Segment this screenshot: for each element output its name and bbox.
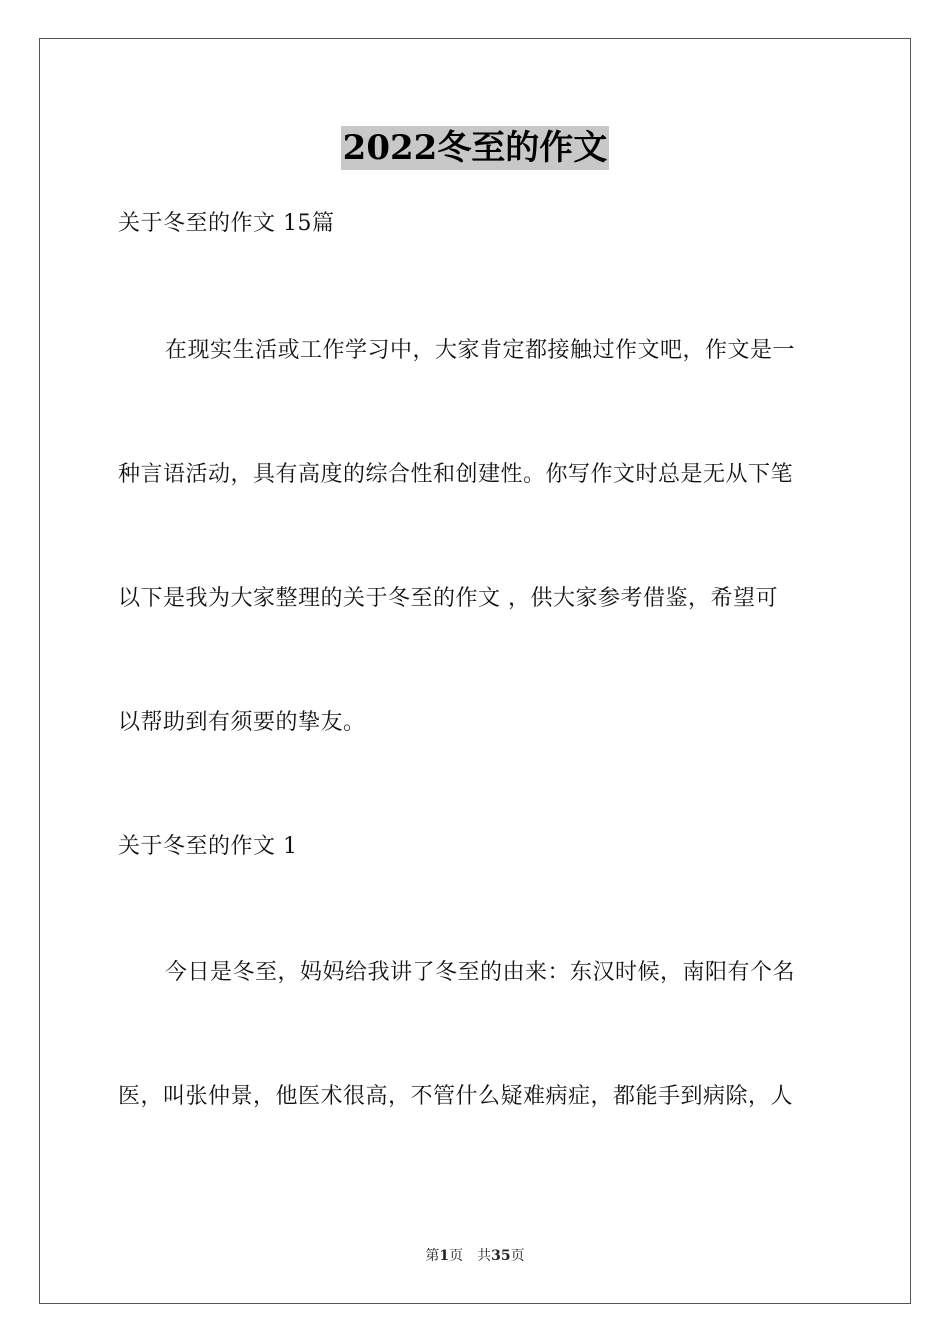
footer-middle: 页 共: [449, 1248, 492, 1264]
section-line-1: 今日是冬至，妈妈给我讲了冬至的由来：东汉时候，南阳有个名: [165, 960, 796, 985]
footer-current-page: 1: [439, 1248, 450, 1264]
section-heading: 关于冬至的作文 1: [118, 834, 298, 859]
footer-suffix: 页: [510, 1248, 525, 1264]
document-subtitle: 关于冬至的作文 15篇: [118, 211, 335, 236]
intro-line-2: 种言语活动，具有高度的综合性和创建性。你写作文时总是无从下笔: [118, 462, 794, 487]
title-container: [0, 126, 950, 170]
intro-line-3: 以下是我为大家整理的关于冬至的作文 ，供大家参考借鉴，希望可: [118, 586, 778, 611]
footer-total-pages: 35: [491, 1248, 511, 1264]
document-title: 2022冬至的作文: [342, 128, 608, 168]
intro-line-1: 在现实生活或工作学习中，大家肯定都接触过作文吧，作文是一: [165, 338, 796, 363]
page-footer: [0, 1246, 950, 1266]
intro-line-4: 以帮助到有须要的挚友。: [118, 710, 366, 735]
footer-prefix: 第: [425, 1248, 440, 1264]
section-line-2: 医，叫张仲景，他医术很高，不管什么疑难病症，都能手到病除，人: [118, 1084, 794, 1109]
